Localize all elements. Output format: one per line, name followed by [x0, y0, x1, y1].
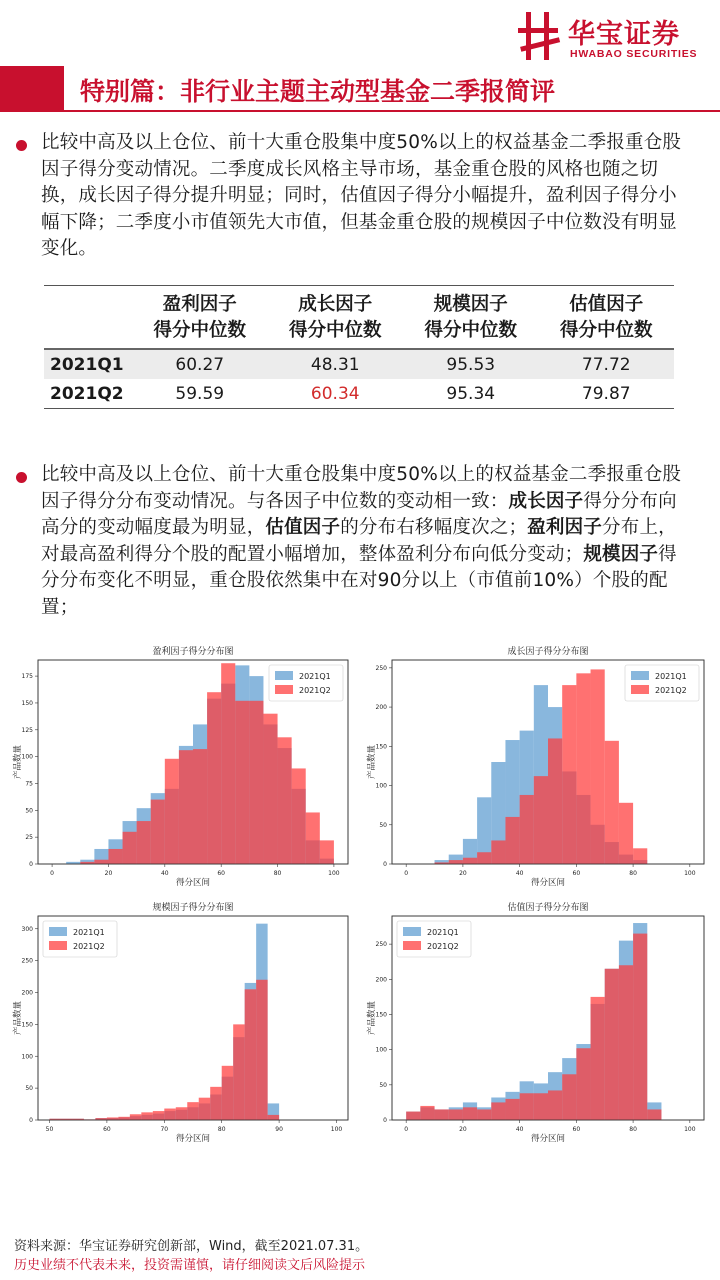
histogram-bar — [534, 1093, 548, 1120]
histogram-bar — [320, 840, 334, 864]
histogram-bar — [463, 858, 477, 864]
title-bar — [0, 66, 720, 112]
x-tick-label: 0 — [50, 870, 55, 877]
x-axis-label: 得分区间 — [175, 1134, 211, 1144]
footer — [14, 1237, 368, 1275]
legend-label: 2021Q1 — [73, 928, 105, 937]
histogram-bar — [249, 701, 263, 864]
histogram-bar — [491, 840, 505, 864]
x-axis-label: 得分区间 — [175, 878, 211, 888]
paragraph-text: 比较中高及以上仓位、前十大重仓股集中度50%以上的权益基金二季报重仓股因子得分分布变动情况。与各因子中位数的变动相一致：成长因子得分分布向高分的变动幅度最为明显，估值因子的分布右移幅度次之；盈利因子分布上，对最高盈利得分个股的配置小幅增加，整体盈利分布向低分变动；规模因子得分分布变化不明显，重仓股依然集中在对90分以上（市值前10%）个股的配置； — [41, 464, 682, 618]
histogram-bar — [165, 759, 179, 864]
table-cell: 59.59 — [175, 383, 225, 404]
y-tick-label: 125 — [21, 726, 33, 734]
legend-box — [43, 921, 117, 957]
table-header-row — [44, 286, 674, 350]
histogram-bar — [505, 817, 519, 864]
legend-label: 2021Q2 — [73, 942, 105, 951]
hwabao-logo-icon — [518, 12, 562, 60]
histogram-bar — [137, 821, 151, 864]
table-row — [44, 379, 674, 409]
histogram-bar — [193, 749, 207, 864]
x-tick-label: 100 — [328, 870, 340, 877]
legend-label: 2021Q2 — [299, 686, 331, 695]
legend-swatch — [631, 685, 649, 694]
histogram-bar — [591, 669, 605, 864]
y-tick-label: 250 — [375, 941, 387, 949]
bullet-dot-icon — [16, 472, 27, 483]
histogram-bar — [268, 1115, 279, 1120]
page-title: 特别篇：非行业主题主动型基金二季报简评 — [80, 77, 556, 106]
x-tick-label: 20 — [459, 1126, 467, 1133]
x-tick-label: 60 — [572, 870, 581, 877]
x-tick-label: 40 — [515, 870, 524, 877]
table-cell: 95.34 — [446, 383, 496, 404]
y-axis-label: 产品数量 — [13, 1000, 23, 1036]
histogram-bar — [233, 1024, 244, 1120]
x-tick-label: 80 — [629, 1126, 637, 1133]
histogram-bar — [235, 701, 249, 864]
histogram-bar — [278, 737, 292, 864]
y-tick-label: 0 — [29, 861, 33, 868]
x-tick-label: 60 — [103, 1126, 111, 1133]
histogram-bar — [292, 768, 306, 864]
x-tick-label: 40 — [515, 1126, 524, 1133]
histogram-bar — [463, 1107, 477, 1120]
paragraph-text: 比较中高及以上仓位、前十大重仓股集中度50%以上的权益基金二季报重仓股因子得分变动情况。二季度成长风格主导市场，基金重仓股的风格也随之切换，成长因子得分提升明显；同时，估值因子得分小幅提升，盈利因子得分小幅下降；二季度小市值领先大市值，但基金重仓股的规模因子中位数没有明显变化。 — [41, 132, 682, 259]
legend-label: 2021Q1 — [299, 672, 331, 681]
y-tick-label: 50 — [379, 821, 387, 829]
source-note: 资料来源：华宝证券研究创新部，Wind，截至2021.07.31。 — [14, 1239, 369, 1254]
legend-swatch — [403, 927, 421, 936]
legend-swatch — [49, 941, 67, 950]
table-cell-highlight: 60.34 — [310, 383, 360, 404]
histogram-bar — [619, 803, 633, 864]
brand-logo — [518, 10, 708, 64]
y-tick-label: 0 — [383, 861, 387, 868]
legend-swatch — [275, 685, 293, 694]
risk-disclaimer: 历史业绩不代表未来，投资需谨慎，请仔细阅读文后风险提示 — [14, 1258, 366, 1273]
histogram-bar — [548, 1090, 562, 1120]
table-cell: 95.53 — [446, 354, 496, 375]
bullet-paragraph-2 — [16, 462, 688, 621]
table-cell: 60.27 — [175, 354, 225, 375]
table-cell: 79.87 — [581, 383, 631, 404]
histogram-bar — [520, 795, 534, 864]
y-tick-label: 100 — [375, 782, 387, 790]
y-tick-label: 0 — [383, 1117, 387, 1124]
histogram-bar — [141, 1112, 152, 1120]
x-tick-label: 60 — [572, 1126, 581, 1133]
histogram-bar — [605, 969, 619, 1120]
factor-median-table — [44, 285, 674, 409]
legend-box — [397, 921, 471, 957]
y-tick-label: 150 — [21, 699, 33, 707]
histogram-profit — [8, 642, 356, 890]
title-underline — [64, 110, 720, 112]
x-tick-label: 100 — [684, 870, 696, 877]
x-tick-label: 20 — [459, 870, 467, 877]
table-cell: 48.31 — [310, 354, 360, 375]
x-tick-label: 90 — [275, 1126, 283, 1133]
y-tick-label: 25 — [25, 834, 33, 842]
histogram-bar — [520, 1093, 534, 1120]
histogram-bar — [187, 1102, 198, 1120]
table-cell: 77.72 — [581, 354, 631, 375]
y-axis-label: 产品数量 — [367, 1000, 377, 1036]
y-tick-label: 250 — [375, 664, 387, 672]
x-tick-label: 0 — [404, 1126, 409, 1133]
x-axis-label: 得分区间 — [530, 1134, 566, 1144]
histogram-bar — [420, 1106, 434, 1120]
legend-box — [625, 665, 699, 701]
x-tick-label: 80 — [217, 1126, 226, 1133]
y-tick-label: 250 — [21, 957, 33, 965]
legend-swatch — [403, 941, 421, 950]
y-tick-label: 75 — [25, 780, 33, 788]
x-tick-label: 60 — [217, 870, 226, 877]
legend-swatch — [275, 671, 293, 680]
chart-title: 盈利因子得分分布图 — [152, 647, 234, 657]
y-tick-label: 50 — [25, 1085, 33, 1093]
col-header-size: 规模因子 得分中位数 — [424, 294, 517, 341]
histogram-bar — [176, 1107, 187, 1120]
x-tick-label: 70 — [160, 1126, 169, 1133]
histogram-bar — [263, 714, 277, 864]
chart-growth-distribution — [362, 642, 712, 890]
y-tick-label: 200 — [21, 989, 33, 997]
chart-value-distribution — [362, 898, 712, 1146]
histogram-bar — [306, 812, 320, 864]
legend-label: 2021Q2 — [427, 942, 459, 951]
histogram-bar — [477, 852, 491, 864]
histogram-growth — [362, 642, 712, 890]
histogram-bar — [222, 1066, 233, 1120]
histogram-bar — [164, 1109, 175, 1120]
y-tick-label: 300 — [21, 925, 33, 933]
x-tick-label: 20 — [104, 870, 113, 877]
legend-label: 2021Q2 — [655, 686, 687, 695]
histogram-bar — [153, 1111, 164, 1120]
row-label: 2021Q2 — [50, 383, 124, 404]
y-tick-label: 150 — [375, 1011, 387, 1019]
y-tick-label: 200 — [375, 704, 387, 712]
chart-title: 规模因子得分分布图 — [152, 903, 234, 913]
logo-chinese-name: 华宝证券 — [568, 19, 680, 50]
bullet-paragraph-1 — [16, 130, 688, 263]
histogram-bar — [477, 1109, 491, 1120]
x-tick-label: 100 — [684, 1126, 696, 1133]
x-tick-label: 80 — [629, 870, 637, 877]
histogram-bar — [210, 1087, 221, 1120]
histogram-bar — [576, 1048, 590, 1120]
histogram-bar — [245, 989, 256, 1120]
y-tick-label: 200 — [375, 976, 387, 984]
histogram-bar — [199, 1098, 210, 1120]
y-axis-label: 产品数量 — [367, 744, 377, 780]
histogram-bar — [605, 741, 619, 864]
histogram-bar — [108, 849, 122, 864]
histogram-bar — [151, 800, 165, 864]
histogram-bar — [591, 997, 605, 1120]
histogram-bar — [406, 1112, 420, 1120]
x-axis-label: 得分区间 — [530, 878, 566, 888]
histogram-bar — [633, 848, 647, 864]
histogram-bar — [94, 860, 108, 864]
logo-english-name: HWABAO SECURITIES — [570, 48, 698, 60]
legend-label: 2021Q1 — [427, 928, 459, 937]
legend-box — [269, 665, 343, 701]
x-tick-label: 50 — [45, 1126, 54, 1133]
chart-size-distribution — [8, 898, 356, 1146]
histogram-bar — [619, 965, 633, 1120]
histogram-bar — [576, 673, 590, 864]
histogram-bar — [256, 980, 267, 1120]
histogram-bar — [647, 1109, 661, 1120]
histogram-bar — [207, 692, 221, 864]
x-tick-label: 0 — [404, 870, 409, 877]
histogram-bar — [449, 860, 463, 864]
bullet-dot-icon — [16, 140, 27, 151]
histogram-bar — [534, 776, 548, 864]
histogram-bar — [562, 685, 576, 864]
x-tick-label: 40 — [160, 870, 169, 877]
histogram-bar — [562, 1074, 576, 1120]
histogram-bar — [633, 934, 647, 1120]
y-tick-label: 175 — [21, 673, 33, 681]
x-tick-label: 100 — [330, 1126, 343, 1133]
y-tick-label: 100 — [21, 753, 33, 761]
histogram-bar — [221, 663, 235, 864]
histogram-bar — [130, 1114, 141, 1120]
histogram-bar — [123, 832, 137, 864]
x-tick-label: 80 — [273, 870, 282, 877]
table-row — [44, 349, 674, 379]
y-axis-label: 产品数量 — [13, 744, 23, 780]
histogram-size — [8, 898, 356, 1146]
histogram-value — [362, 898, 712, 1146]
y-tick-label: 50 — [25, 807, 33, 815]
y-tick-label: 150 — [21, 1021, 33, 1029]
histogram-bar — [548, 738, 562, 864]
y-tick-label: 100 — [21, 1053, 33, 1061]
legend-label: 2021Q1 — [655, 672, 687, 681]
chart-title: 成长因子得分分布图 — [507, 647, 589, 657]
col-header-growth: 成长因子 得分中位数 — [288, 294, 382, 341]
histogram-bar — [491, 1102, 505, 1120]
table-corner — [44, 286, 132, 350]
chart-title: 估值因子得分分布图 — [507, 903, 589, 913]
y-tick-label: 150 — [375, 743, 387, 751]
histogram-bar — [118, 1117, 129, 1120]
histogram-bar — [505, 1099, 519, 1120]
histogram-bar — [435, 1109, 449, 1120]
legend-swatch — [49, 927, 67, 936]
histogram-bar — [449, 1109, 463, 1120]
col-header-profit: 盈利因子 得分中位数 — [153, 294, 246, 341]
histogram-bar — [179, 750, 193, 864]
row-label: 2021Q1 — [50, 354, 124, 375]
col-header-value: 估值因子 得分中位数 — [559, 294, 653, 341]
chart-profit-distribution — [8, 642, 356, 890]
title-accent-block — [0, 66, 64, 112]
y-tick-label: 0 — [29, 1117, 33, 1124]
y-tick-label: 50 — [379, 1081, 387, 1089]
y-tick-label: 100 — [375, 1046, 387, 1054]
legend-swatch — [631, 671, 649, 680]
